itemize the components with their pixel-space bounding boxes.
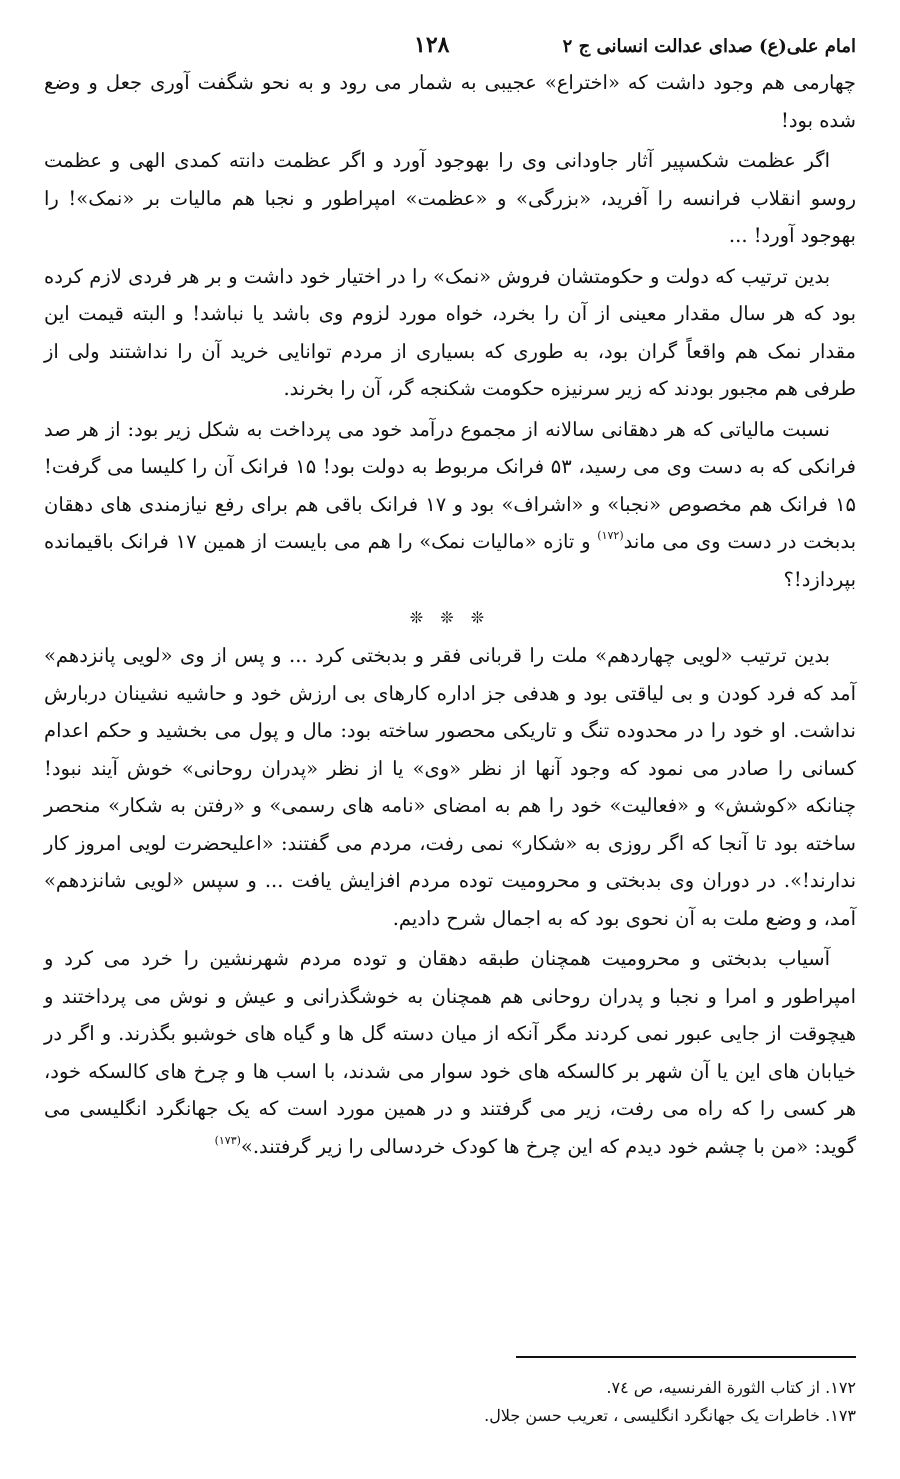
- footnotes: [44, 1374, 856, 1430]
- book-page: [44, 30, 856, 1479]
- paragraph-5: بدین ترتیب «لویی چهاردهم» ملت را قربانی فقر و بدبختی کرد ... و پس از وی «لویی پانزدهم» آمد که فرد کودن و بی لیاقتی بود و هدفی جز اداره کارهای بی ارزش خود و حاشیه نشینان دربارش نداشت. او خود را در محدوده تنگ و تاریکی محصور ساخته بود: مال و پول می بخشید و حکم اعدام کسانی را صادر می نمود که وجود آنها از نظر «وی» یا از نظر «پدران روحانی» خوش آیند نبود! چنانکه «کوشش» و «فعالیت» خود را هم به امضای «نامه های رسمی» و «رفتن به شکار» منحصر ساخته بود تا آنجا که اگر روزی به «شکار» نمی رفت، مردم می گفتند: «اعلیحضرت لویی امروز کار ندارند!». در دوران وی بدبختی و محرومیت توده مردم افزایش یافت ... و سپس «لویی شانزدهم» آمد، و وضع ملت به آن نحوی بود که به اجمال شرح دادیم.: [44, 644, 856, 930]
- paragraph-1: چهارمی هم وجود داشت که «اختراع» عجیبی به شمار می رود و به نحو شگفت آوری جعل و وضع شده بود!: [44, 71, 856, 132]
- paragraph-4: [44, 411, 856, 599]
- paragraph-4-text-end: و تازه «مالیات نمک» را هم می بایست از همین ۱۷ فرانک باقیمانده بپردازد!؟: [44, 530, 856, 591]
- paragraph-4-text-start: نسبت مالیاتی که هر دهقانی سالانه از مجموع درآمد خود می پرداخت به شکل زیر بود: از هر صد فرانکی که به دست وی می رسید، ۵۳ فرانک مربوط به دولت بود! ۱۵ فرانک آن را کلیسا می گرفت! ۱۵ فرانک هم مخصوص «نجبا» و «اشراف» بود و ۱۷ فرانک باقی هم برای رفع نیازمندی های دهقان بدبخت در دست وی می ماند: [44, 417, 857, 553]
- paragraph-3: بدین ترتیب که دولت و حکومتشان فروش «نمک» را در اختیار خود داشت و بر هر فردی لازم کرده بود که هر سال مقدار معینی از آن را بخرد، خواه مورد لزوم وی باشد یا نباشد! و البته قیمت این مقدار نمک هم واقعاً گران بود، به طوری که بسیاری از مردم توانایی خرید آن را نداشتند ولی از طرفی هم مجبور بودند که زیر سرنیزه حکومت شکنجه گر، آن را بخرند.: [44, 264, 856, 400]
- paragraph-2: اگر عظمت شکسپیر آثار جاودانی وی را بهوجود آورد و اگر عظمت دانته کمدی الهی و عظمت روسو انقلاب فرانسه را آفرید، «بزرگی» و «عظمت» امپراطور و نجبا هم مالیات بر «نمک»! را بهوجود آورد! ...: [44, 149, 856, 247]
- section-separator: ❊ ❊ ❊: [409, 608, 491, 627]
- footnote-173: ۱۷۳. خاطرات یک جهانگرد انگلیسی ، تعریب حسن جلال.: [484, 1406, 856, 1425]
- running-title: امام علی(ع) صدای عدالت انسانی ج ۲: [562, 36, 856, 57]
- page-header: [44, 30, 856, 64]
- footnote-ref-172: (۱۷۲): [597, 529, 624, 542]
- footnote-divider: [516, 1356, 856, 1358]
- paragraph-6-text: آسیاب بدبختی و محرومیت همچنان طبقه دهقان و توده مردم شهرنشین را خرد می کرد و امپراطور و امرا و نجبا و پدران روحانی هم همچنان به خوشگذرانی و عیش و نوش می پرداختند و هیچوقت از جایی عبور نمی کردند مگر آنکه از میان دسته گل ها و گیاه های خوشبو بگذرند. و اگر در خیابان های این یا آن شهر بر کالسکه های خود سوار می شدند، با اسب ها و چرخ های کالسکه خود، هر کسی را که راه می رفت، زیر می گرفتند و در همین مورد است که یک جهانگرد انگلیسی می گوید: «من با چشم خود دیدم که این چرخ ها کودک خردسالی را زیر گرفتند.»: [44, 947, 856, 1158]
- page-number: ۱۲۸: [414, 32, 450, 58]
- footnote-172: ۱۷۲. از کتاب الثورة الفرنسیه، ص ۷٤.: [606, 1378, 856, 1397]
- paragraph-6: [44, 940, 856, 1165]
- footnote-ref-173: (۱۷۳): [214, 1133, 241, 1147]
- body-text: [44, 64, 856, 1165]
